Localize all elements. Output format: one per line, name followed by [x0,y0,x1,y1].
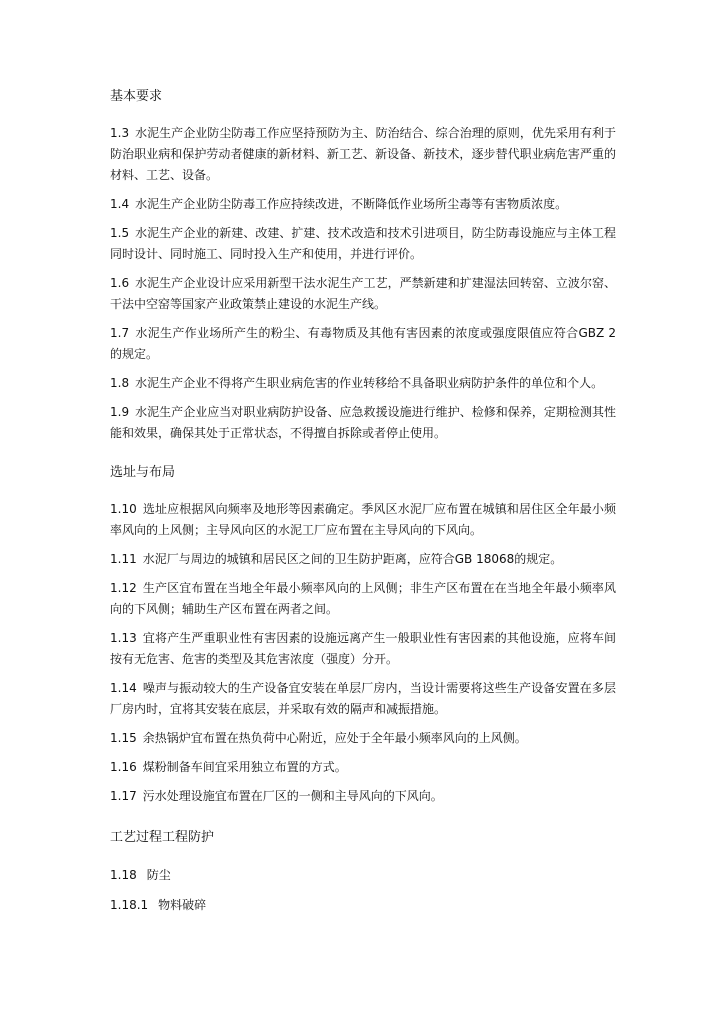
subsection-title: 防尘 [146,868,171,882]
clause-text: 水泥生产企业防尘防毒工作应持续改进，不断降低作业场所尘毒等有害物质浓度。 [135,197,568,211]
clause-number: 1.12 [110,581,137,595]
clause-number: 1.16 [110,760,137,774]
clause-1-5 [110,223,616,265]
section-heading-basic-requirements: 基本要求 [110,89,163,104]
clause-number: 1.13 [110,631,137,645]
clause-text: 选址应根据风向频率及地形等因素确定。季风区水泥厂应布置在城镇和居住区全年最小频率风向的上风侧；主导风向区的水泥工厂应布置在主导风向的下风向。 [110,502,616,537]
clause-text: 水泥厂与周边的城镇和居民区之间的卫生防护距离，应符合GB 18068的规定。 [142,552,563,566]
clause-1-15 [110,728,616,749]
clause-text: 污水处理设施宜布置在厂区的一侧和主导风向的下风向。 [142,789,443,803]
clause-number: 1.9 [110,405,130,419]
clause-text: 水泥生产企业设计应采用新型干法水泥生产工艺，严禁新建和扩建湿法回转窑、立波尔窑、干法中空窑等国家产业政策禁止建设的水泥生产线。 [110,276,616,311]
clause-number: 1.3 [110,126,130,140]
clause-1-12 [110,578,616,620]
clause-1-17 [110,786,616,807]
clause-text: 噪声与振动较大的生产设备宜安装在单层厂房内，当设计需要将这些生产设备安置在多层厂房内时，宜将其安装在底层，并采取有效的隔声和减振措施。 [110,681,616,716]
subsection-title: 物料破碎 [158,898,207,912]
clause-text: 余热锅炉宜布置在热负荷中心附近，应处于全年最小频率风向的上风侧。 [142,731,527,745]
clause-1-11 [110,549,616,570]
section-heading-site-layout: 选址与布局 [110,465,176,480]
clause-number: 1.11 [110,552,137,566]
clause-number: 1.10 [110,502,137,516]
clause-number: 1.5 [110,226,130,240]
section-heading-process-protection: 工艺过程工程防护 [110,830,215,845]
clause-text: 煤粉制备车间宜采用独立布置的方式。 [142,760,347,774]
clause-text: 水泥生产企业防尘防毒工作应坚持预防为主、防治结合、综合治理的原则，优先采用有利于防治职业病和保护劳动者健康的新材料、新工艺、新设备、新技术，逐步替代职业病危害严重的材料、工艺、设备。 [110,126,616,182]
clause-1-10 [110,499,616,541]
clause-number: 1.8 [110,376,130,390]
clause-1-7 [110,323,616,365]
clause-1-16 [110,757,616,778]
subsection-1-18-1 [110,896,616,914]
clause-number: 1.18 [110,868,137,882]
clause-1-9 [110,402,616,444]
clause-1-3 [110,123,616,186]
clause-1-4 [110,194,616,215]
subsection-1-18 [110,866,616,884]
clause-1-8 [110,373,616,394]
clause-1-13 [110,628,616,670]
clause-text: 水泥生产企业的新建、改建、扩建、技术改造和技术引进项目，防尘防毒设施应与主体工程同时设计、同时施工、同时投入生产和使用，并进行评价。 [110,226,616,261]
clause-number: 1.17 [110,789,137,803]
clause-number: 1.14 [110,681,137,695]
clause-text: 宜将产生严重职业性有害因素的设施远离产生一般职业性有害因素的其他设施，应将车间按有无危害、危害的类型及其危害浓度（强度）分开。 [110,631,616,666]
clause-number: 1.7 [110,326,130,340]
clause-number: 1.18.1 [110,898,149,912]
clause-number: 1.15 [110,731,137,745]
clause-1-6 [110,273,616,315]
clause-1-14 [110,678,616,720]
clause-text: 水泥生产企业应当对职业病防护设备、应急救援设施进行维护、检修和保养，定期检测其性能和效果，确保其处于正常状态，不得擅自拆除或者停止使用。 [110,405,616,440]
clause-number: 1.4 [110,197,130,211]
clause-text: 水泥生产作业场所产生的粉尘、有毒物质及其他有害因素的浓度或强度限值应符合GBZ 2的规定。 [110,326,616,361]
clause-text: 水泥生产企业不得将产生职业病危害的作业转移给不具备职业病防护条件的单位和个人。 [135,376,604,390]
clause-number: 1.6 [110,276,130,290]
clause-text: 生产区宜布置在当地全年最小频率风向的上风侧；非生产区布置在在当地全年最小频率风向的下风侧；辅助生产区布置在两者之间。 [110,581,616,616]
